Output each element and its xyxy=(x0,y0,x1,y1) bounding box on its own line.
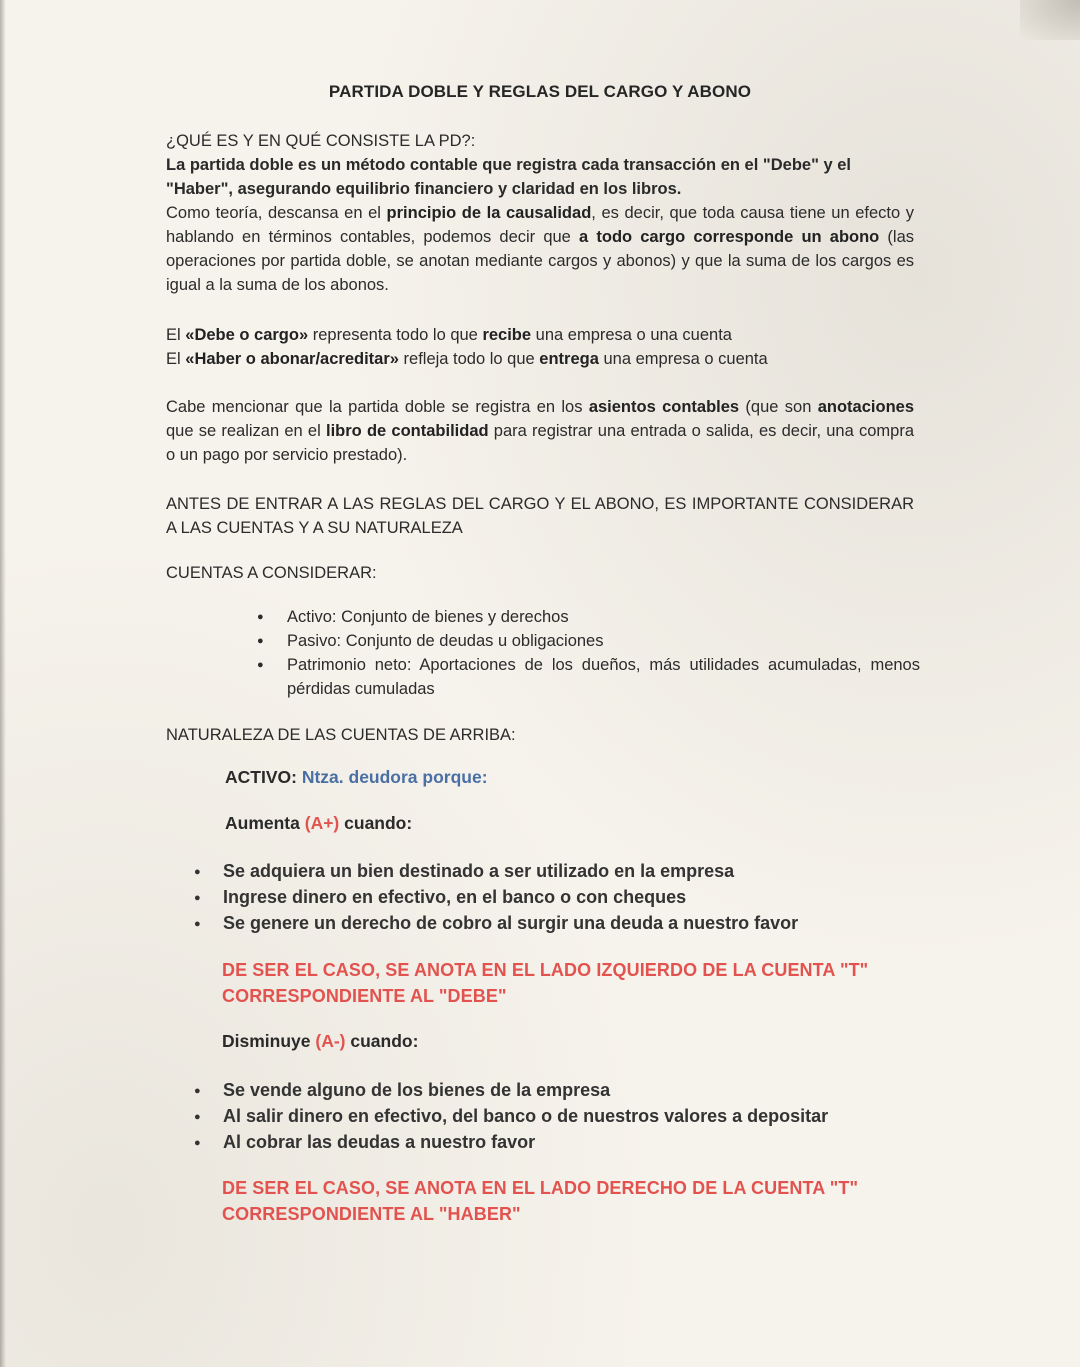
disminuye-note: DE SER EL CASO, SE ANOTA EN EL LADO DERECHO DE LA CUENTA "T" CORRESPONDIENTE AL "HABER" xyxy=(222,1178,859,1224)
asientos-text-3: que se realizan en el xyxy=(166,422,326,440)
haber-text-3: una empresa o cuenta xyxy=(598,350,768,368)
haber-bold-1: «Haber o abonar/acreditar» xyxy=(185,350,399,368)
cuentas-list xyxy=(255,605,920,701)
theory-paragraph xyxy=(166,201,914,297)
debe-text-2: representa todo lo que xyxy=(308,326,483,344)
asientos-bold-2: anotaciones xyxy=(817,398,914,416)
debe-text-3: una empresa o una cuenta xyxy=(531,326,732,344)
page-edge-shadow xyxy=(0,0,6,1367)
definition-paragraph: La partida doble es un método contable que registra cada transacción en el "Debe" y el "Haber", asegurando equilibrio financiero y claridad en los libros. xyxy=(166,156,851,198)
theory-text-3: (las operaciones por partida doble, se anotan mediante cargos y abonos) y que la suma de los cargos es igual a la suma de los abonos. xyxy=(166,228,915,294)
disminuye-label: Disminuye xyxy=(222,1031,311,1051)
aumenta-note: DE SER EL CASO, SE ANOTA EN EL LADO IZQUIERDO DE LA CUENTA "T" CORRESPONDIENTE AL "DEBE" xyxy=(222,960,869,1006)
haber-line xyxy=(166,347,914,371)
naturaleza-heading: NATURALEZA DE LAS CUENTAS DE ARRIBA: xyxy=(166,726,516,744)
list-item: ● Al salir dinero en efectivo, del banco o de nuestros valores a depositar xyxy=(190,1103,910,1129)
debe-bold-1: «Debe o cargo» xyxy=(185,326,309,344)
aumenta-label: Aumenta xyxy=(225,813,300,833)
list-item: ● Patrimonio neto: Aportaciones de los dueños, más utilidades acumuladas, menos pérdidas cumuladas xyxy=(255,653,920,701)
aumenta-suffix: cuando: xyxy=(344,813,413,833)
disminuye-suffix: cuando: xyxy=(350,1031,419,1051)
disminuye-heading xyxy=(222,1031,418,1052)
asientos-bold-3: libro de contabilidad xyxy=(325,422,489,440)
haber-text-2: refleja todo lo que xyxy=(398,350,540,368)
asientos-paragraph xyxy=(166,395,914,467)
theory-bold-1: principio de la causalidad xyxy=(386,204,592,222)
aumenta-list xyxy=(190,858,910,936)
theory-bold-2: a todo cargo corresponde un abono xyxy=(579,228,880,246)
theory-text-2: , es decir, que toda causa tiene un efecto y hablando en términos contables, podemos decir que xyxy=(166,204,914,246)
list-item: ● Se genere un derecho de cobro al surgir una deuda a nuestro favor xyxy=(190,910,910,936)
page-corner-shadow xyxy=(1020,0,1080,40)
activo-nature: Ntza. deudora porque: xyxy=(301,767,488,787)
theory-text-1: Como teoría, descansa en el xyxy=(166,204,387,222)
debe-bold-2: recibe xyxy=(482,326,532,344)
cuentas-heading: CUENTAS A CONSIDERAR: xyxy=(166,564,377,582)
list-item: ● Ingrese dinero en efectivo, en el banco o con cheques xyxy=(190,884,910,910)
disminuye-list xyxy=(190,1077,910,1155)
list-item: ● Al cobrar las deudas a nuestro favor xyxy=(190,1129,910,1155)
list-item: ● Se vende alguno de los bienes de la empresa xyxy=(190,1077,910,1103)
aumenta-code: (A+) xyxy=(304,813,340,833)
haber-text-1: El xyxy=(166,350,186,368)
activo-label: ACTIVO: xyxy=(225,767,297,787)
document-title: PARTIDA DOBLE Y REGLAS DEL CARGO Y ABONO xyxy=(328,82,752,101)
haber-bold-2: entrega xyxy=(539,350,599,368)
asientos-text-1: Cabe mencionar que la partida doble se registra en los xyxy=(166,398,589,416)
asientos-bold-1: asientos contables xyxy=(588,398,740,416)
asientos-text-2: (que son xyxy=(739,398,818,416)
disminuye-code: (A-) xyxy=(315,1031,346,1051)
activo-heading xyxy=(225,767,488,788)
list-item: ● Activo: Conjunto de bienes y derechos xyxy=(255,605,920,629)
debe-line xyxy=(166,323,914,347)
antes-paragraph: ANTES DE ENTRAR A LAS REGLAS DEL CARGO Y EL ABONO, ES IMPORTANTE CONSIDERAR A LAS CUENTAS Y A SU NATURALEZA xyxy=(166,495,914,537)
list-item: ● Pasivo: Conjunto de deudas u obligaciones xyxy=(255,629,920,653)
asientos-text-4: para registrar una entrada o salida, es decir, una compra o un pago por servicio prestado). xyxy=(166,422,915,464)
question-heading: ¿QUÉ ES Y EN QUÉ CONSISTE LA PD?: xyxy=(166,132,476,150)
aumenta-heading xyxy=(225,813,412,834)
list-item: ● Se adquiera un bien destinado a ser utilizado en la empresa xyxy=(190,858,910,884)
debe-text-1: El xyxy=(166,326,186,344)
